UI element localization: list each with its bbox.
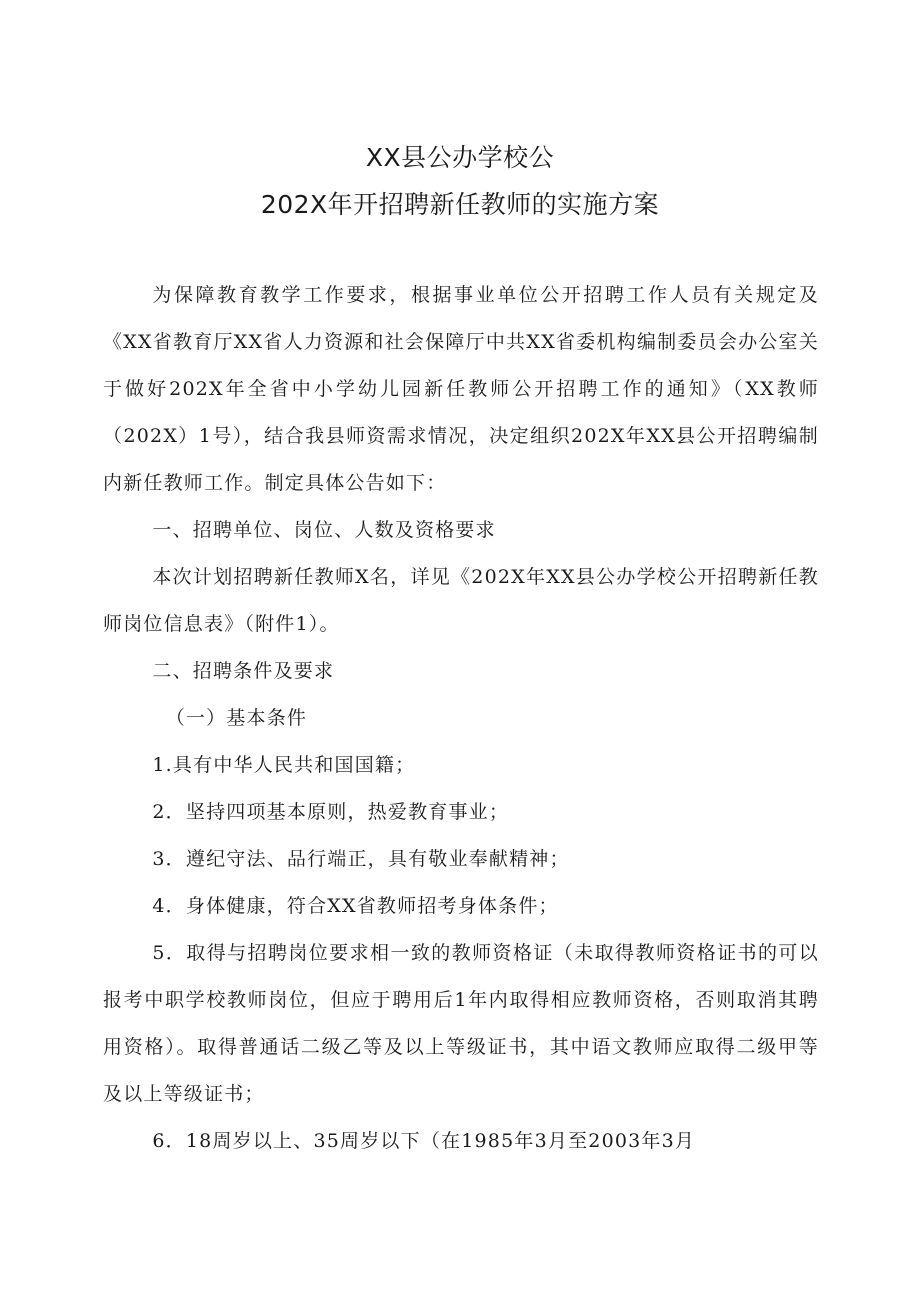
section-heading-2: 二、招聘条件及要求	[152, 660, 335, 682]
condition-item-6: 6．18周岁以上、35周岁以下（在1985年3月至2003年3月	[152, 1130, 696, 1152]
condition-item-5: 5．取得与招聘岗位要求相一致的教师资格证（未取得教师资格证书的可以报考中职学校教师岗位，但应于聘用后1年内取得相应教师资格，否则取消其聘用资格）。取得普通话二级乙等及以上等级证书，其中语文教师应取得二级甲等及以上等级证书；	[103, 942, 819, 1105]
title-line-1: XX县公办学校公	[365, 143, 555, 172]
intro-paragraph: 为保障教育教学工作要求，根据事业单位公开招聘工作人员有关规定及《XX省教育厅XX省人力资源和社会保障厅中共XX省委机构编制委员会办公室关于做好202X年全省中小学幼儿园新任教师公开招聘工作的通知》（XX教师（202X）1号），结合我县师资需求情况，决定组织202X年XX县公开招聘编制内新任教师工作。制定具体公告如下：	[103, 284, 819, 494]
section-heading-1: 一、招聘单位、岗位、人数及资格要求	[152, 519, 496, 541]
document-body	[103, 272, 819, 1165]
condition-item-3: 3．遵纪守法、品行端正，具有敬业奉献精神；	[152, 848, 570, 870]
title-line-2: 202X年开招聘新任教师的实施方案	[260, 190, 660, 219]
subsection-heading-basic: （一）基本条件	[165, 707, 308, 729]
condition-item-4: 4．身体健康，符合XX省教师招考身体条件；	[152, 895, 559, 917]
paragraph-plan: 本次计划招聘新任教师X名，详见《202X年XX县公办学校公开招聘新任教师岗位信息表》（附件1）。	[103, 566, 819, 635]
condition-item-1: 1.具有中华人民共和国国籍；	[152, 754, 416, 776]
condition-item-2: 2．坚持四项基本原则，热爱教育事业；	[152, 801, 510, 823]
document-title	[0, 134, 920, 228]
